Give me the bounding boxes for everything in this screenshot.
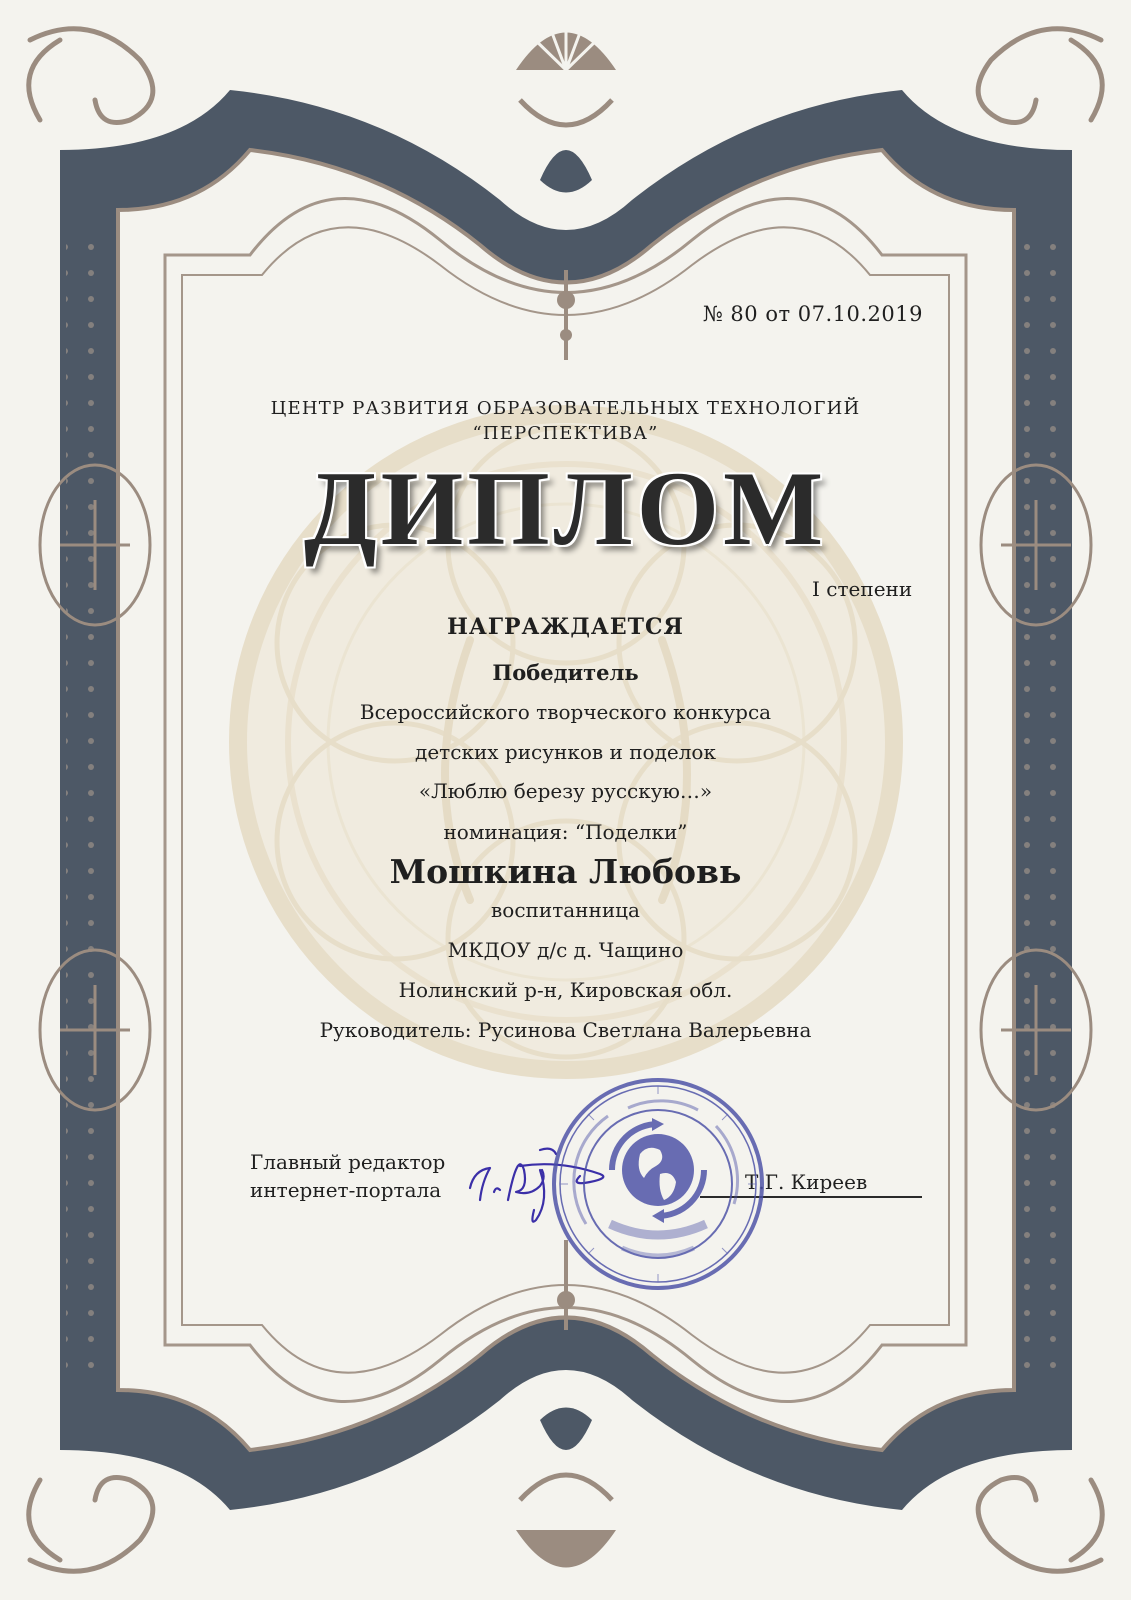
organization-brand: “ПЕРСПЕКТИВА”: [472, 423, 659, 444]
competition-line-1: Всероссийского творческого конкурса: [359, 700, 772, 724]
recipient-region: Нолинский р-н, Кировская обл.: [398, 978, 733, 1002]
globe-seal-icon: [548, 1074, 768, 1294]
diploma-title: ДИПЛОМ: [303, 450, 828, 567]
award-degree: I степени: [812, 577, 913, 601]
competition-line-2: детских рисунков и поделок: [415, 740, 716, 764]
signatory-title-line-1: Главный редактор: [250, 1150, 446, 1174]
recipient-institution: МКДОУ д/с д. Чащино: [447, 938, 684, 962]
recipient-name: Мошкина Любовь: [389, 852, 742, 891]
organization-name: ЦЕНТР РАЗВИТИЯ ОБРАЗОВАТЕЛЬНЫХ ТЕХНОЛОГИЙ: [270, 398, 861, 419]
competition-title: «Люблю березу русскую…»: [418, 779, 713, 803]
recipient-role: воспитанница: [491, 898, 640, 922]
top-shell-ornament: [516, 18, 616, 360]
signatory-title-line-2: интернет-портала: [250, 1178, 442, 1202]
signatory-name: Т.Г. Киреев: [745, 1170, 868, 1194]
winner-status: Победитель: [492, 660, 639, 685]
document-number: № 80 от 07.10.2019: [702, 302, 923, 326]
nomination: номинация: “Поделки”: [443, 820, 688, 844]
awarded-label: НАГРАЖДАЕТСЯ: [447, 614, 684, 640]
signatory-title: [250, 1148, 445, 1204]
supervisor: Руководитель: Русинова Светлана Валерьевна: [319, 1018, 812, 1042]
